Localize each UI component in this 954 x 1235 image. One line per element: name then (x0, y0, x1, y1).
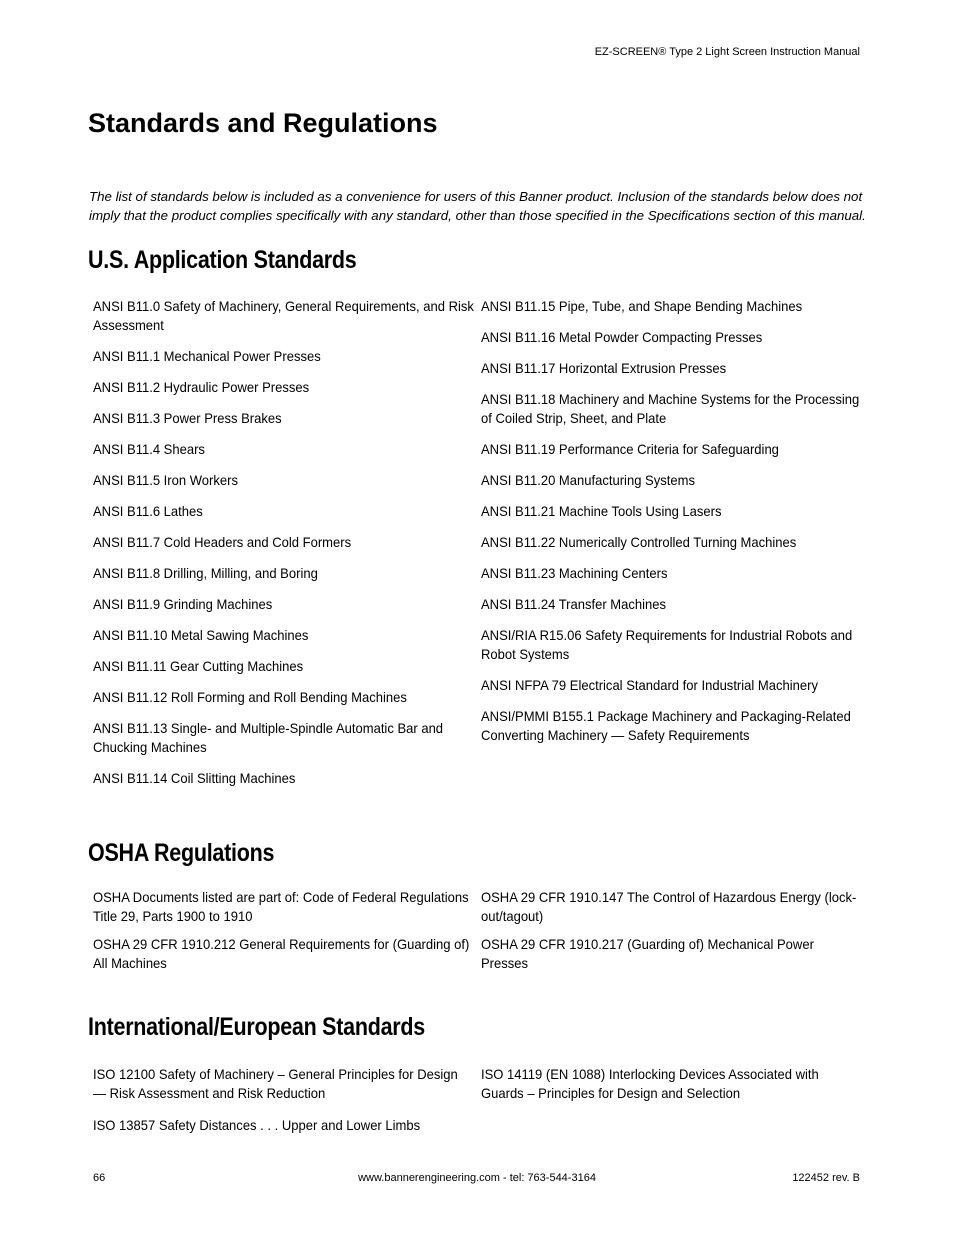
standard-item: ISO 12100 Safety of Machinery – General Principles for Design — Risk Assessment and Risk Reduction (93, 1066, 458, 1101)
standard-item: ISO 13857 Safety Distances . . . Upper and Lower Limbs (93, 1117, 421, 1133)
standard-item: ANSI B11.0 Safety of Machinery, General Requirements, and Risk Assessment (93, 298, 474, 333)
standard-item: ANSI B11.24 Transfer Machines (481, 596, 667, 612)
us-standards-left-column (93, 297, 474, 800)
standard-item: ANSI B11.15 Pipe, Tube, and Shape Bending Machines (481, 298, 803, 314)
intl-standards-heading: International/European Standards (88, 1013, 425, 1041)
intro-disclaimer: The list of standards below is included as a convenience for users of this Banner product. Inclusion of the standards below does not imply that the product complies specifically with any standard, other than those specified in the Specifications section of this manual. (89, 189, 866, 223)
regulation-item: OSHA 29 CFR 1910.147 The Control of Hazardous Energy (lock-out/tagout) (481, 889, 857, 924)
standard-item: ANSI B11.23 Machining Centers (481, 565, 668, 581)
standard-item: ANSI B11.18 Machinery and Machine Systems for the Processing of Coiled Strip, Sheet, and Plate (481, 391, 860, 426)
standard-item: ANSI B11.11 Gear Cutting Machines (93, 658, 304, 674)
standard-item: ANSI B11.19 Performance Criteria for Safeguarding (481, 441, 779, 457)
standard-item: ANSI B11.8 Drilling, Milling, and Boring (93, 565, 318, 581)
regulation-item: OSHA 29 CFR 1910.217 (Guarding of) Mechanical Power Presses (481, 936, 814, 971)
osha-heading: OSHA Regulations (88, 839, 275, 867)
standard-item: ANSI B11.20 Manufacturing Systems (481, 472, 695, 488)
standard-item: ISO 14119 (EN 1088) Interlocking Devices Associated with Guards – Principles for Design and Selection (481, 1066, 819, 1101)
footer-contact: www.bannerengineering.com - tel: 763-544-3164 (358, 1172, 596, 1184)
standard-item: ANSI B11.22 Numerically Controlled Turning Machines (481, 534, 797, 550)
standard-item: ANSI B11.4 Shears (93, 441, 205, 457)
running-header: EZ-SCREEN® Type 2 Light Screen Instruction Manual (594, 46, 860, 58)
us-standards-heading: U.S. Application Standards (88, 246, 357, 274)
standard-item: ANSI B11.5 Iron Workers (93, 472, 238, 488)
regulation-item: OSHA 29 CFR 1910.212 General Requirements for (Guarding of) All Machines (93, 936, 470, 971)
standard-item: ANSI B11.12 Roll Forming and Roll Bending Machines (93, 689, 407, 705)
standard-item: ANSI B11.13 Single- and Multiple-Spindle Automatic Bar and Chucking Machines (93, 720, 444, 755)
page-title: Standards and Regulations (88, 108, 438, 138)
standard-item: ANSI NFPA 79 Electrical Standard for Industrial Machinery (481, 677, 818, 693)
osha-left-column (93, 888, 474, 982)
standard-item: ANSI B11.1 Mechanical Power Presses (93, 348, 321, 364)
standard-item: ANSI B11.10 Metal Sawing Machines (93, 627, 309, 643)
doc-number: 122452 rev. B (792, 1172, 860, 1184)
page-number: 66 (93, 1172, 106, 1184)
standard-item: ANSI B11.16 Metal Powder Compacting Presses (481, 329, 763, 345)
us-standards-right-column (481, 297, 862, 757)
standard-item: ANSI B11.6 Lathes (93, 503, 203, 519)
standard-item: ANSI B11.21 Machine Tools Using Lasers (481, 503, 722, 519)
standard-item: ANSI B11.7 Cold Headers and Cold Formers (93, 534, 352, 550)
standard-item: ANSI B11.3 Power Press Brakes (93, 410, 282, 426)
standard-item: ANSI/RIA R15.06 Safety Requirements for Industrial Robots and Robot Systems (481, 627, 853, 662)
standard-item: ANSI B11.14 Coil Slitting Machines (93, 770, 296, 786)
intl-standards-right-column (481, 1065, 862, 1116)
osha-right-column (481, 888, 862, 982)
standard-item: ANSI/PMMI B155.1 Package Machinery and Packaging-Related Converting Machinery — Safety Requirements (481, 708, 851, 743)
regulation-item: OSHA Documents listed are part of: Code of Federal Regulations Title 29, Parts 1900 to 1910 (93, 889, 469, 924)
standard-item: ANSI B11.2 Hydraulic Power Presses (93, 379, 310, 395)
intl-standards-left-column (93, 1065, 474, 1148)
standard-item: ANSI B11.9 Grinding Machines (93, 596, 273, 612)
standard-item: ANSI B11.17 Horizontal Extrusion Presses (481, 360, 727, 376)
